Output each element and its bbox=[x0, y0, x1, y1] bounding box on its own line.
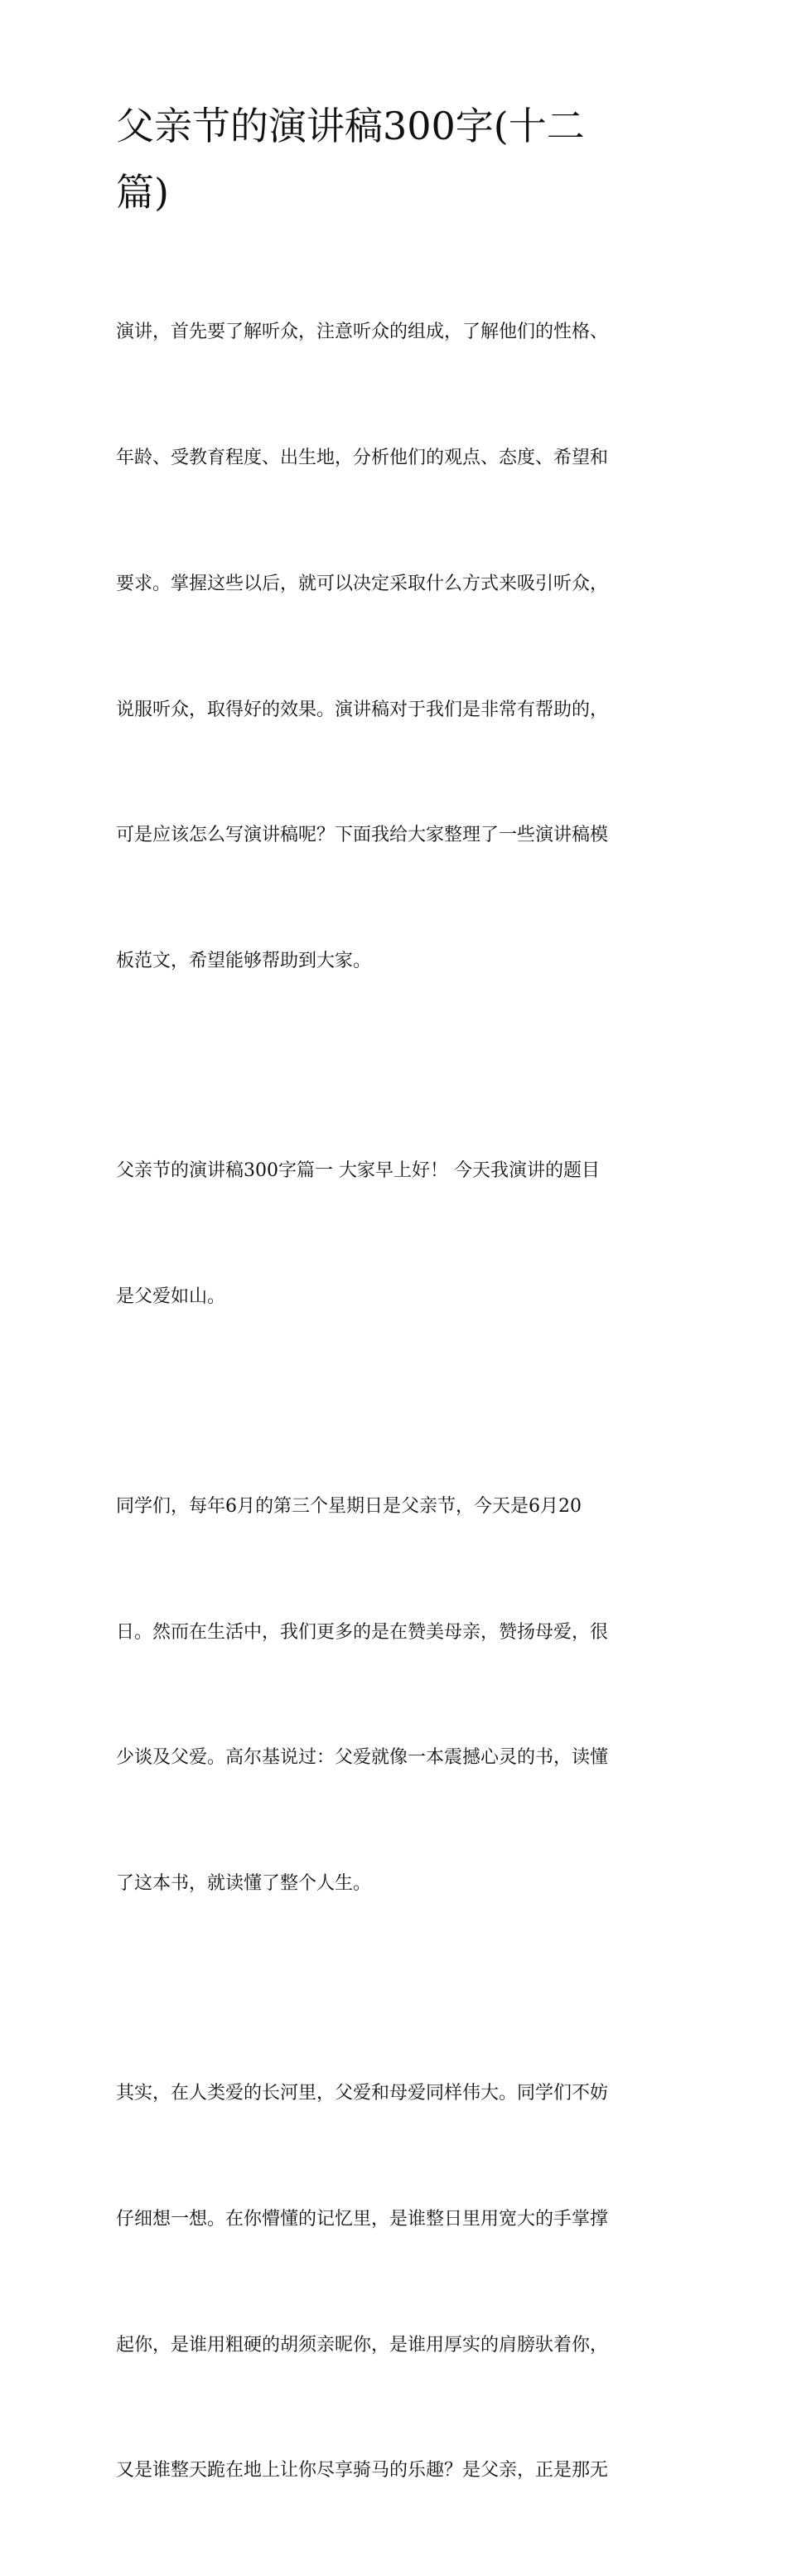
document-title bbox=[116, 93, 679, 225]
text-line: 其实，在人类爱的长河里，父爱和母爱同样伟大。同学们不妨 bbox=[116, 2083, 609, 2104]
text-line: 又是谁整天跪在地上让你尽享骑马的乐趣？是父亲，正是那无 bbox=[116, 2460, 609, 2482]
text-line: 说服听众，取得好的效果。演讲稿对于我们是非常有帮助的， bbox=[116, 699, 609, 720]
body-paragraph bbox=[116, 1989, 679, 2576]
text-line: 同学们，每年6月的第三个星期日是父亲节，今天是6月20 bbox=[116, 1495, 582, 1517]
text-line: 演讲，首先要了解听众，注意听众的组成，了解他们的性格、 bbox=[116, 322, 609, 343]
text-line: 板范文，希望能够帮助到大家。 bbox=[116, 951, 372, 972]
body-paragraph bbox=[116, 1402, 679, 1989]
text-line: 年龄、受教育程度、出生地，分析他们的观点、态度、希望和 bbox=[116, 447, 609, 468]
text-line: 少谈及父爱。高尔基说过：父爱就像一本震撼心灵的书，读懂 bbox=[116, 1747, 609, 1769]
text-line: 父亲节的演讲稿300字篇一 大家早上好！ 今天我演讲的题目 bbox=[116, 1160, 600, 1182]
text-line: 了这本书，就读懂了整个人生。 bbox=[116, 1873, 372, 1895]
text-line: 是父爱如山。 bbox=[116, 1286, 226, 1307]
text-line: 仔细想一想。在你懵懂的记忆里，是谁整日里用宽大的手掌撑 bbox=[116, 2208, 609, 2230]
speech-heading-paragraph bbox=[116, 1067, 679, 1402]
document-body bbox=[116, 228, 679, 2576]
intro-paragraph bbox=[116, 228, 679, 1067]
text-line: 要求。掌握这些以后，就可以决定采取什么方式来吸引听众， bbox=[116, 573, 609, 594]
title-line: 篇) bbox=[116, 170, 169, 215]
text-line: 可是应该怎么写演讲稿呢？下面我给大家整理了一些演讲稿模 bbox=[116, 825, 609, 846]
title-line: 父亲节的演讲稿300字(十二 bbox=[116, 104, 585, 148]
text-line: 日。然而在生活中，我们更多的是在赞美母亲，赞扬母爱，很 bbox=[116, 1621, 609, 1643]
text-line: 起你，是谁用粗硬的胡须亲昵你，是谁用厚实的肩膀驮着你， bbox=[116, 2334, 609, 2356]
